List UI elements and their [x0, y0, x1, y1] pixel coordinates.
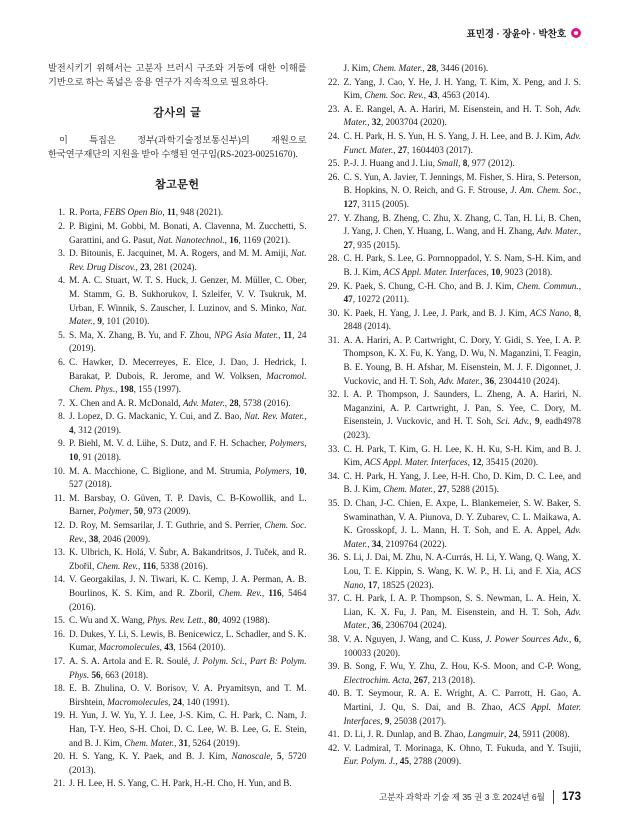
- reference-item: [48, 247, 307, 274]
- reference-text: V. Ladmiral, T. Morinaga, K. Ohno, T. Fukuda, and Y. Tsujii, Eur. Polym. J., 45, 2788 (2009).: [343, 742, 581, 767]
- reference-number: 15.: [53, 615, 65, 626]
- reference-item: [48, 465, 307, 492]
- reference-number: 9.: [58, 438, 65, 449]
- reference-text: S. Ma, X. Zhang, B. Yu, and F. Zhou, NPG Asia Mater., 11, 24 (2019).: [69, 329, 307, 354]
- reference-item: [323, 334, 582, 388]
- reference-item: [323, 728, 582, 742]
- reference-number: 12.: [53, 520, 65, 531]
- reference-text: C. H. Park, I. A. P. Thompson, S. S. Newman, L. A. Hein, X. Lian, K. X. Fu, J. Pan, M. Eisenstein, and H. T. Soh, Adv. Mater., 36, 2306704 (2024).: [343, 593, 581, 631]
- reference-item: [48, 573, 307, 614]
- reference-number: 11.: [53, 492, 65, 503]
- reference-text: J. Lopez, D. G. Mackanic, Y. Cui, and Z. Bao, Nat. Rev. Mater., 4, 312 (2019).: [69, 411, 307, 435]
- footer-divider-line: [553, 790, 554, 804]
- reference-item: [48, 397, 307, 411]
- reference-item: [48, 437, 307, 464]
- reference-item: [48, 546, 307, 573]
- reference-text: C. H. Park, H. S. Yun, H. S. Yang, J. H. Lee, and B. J. Kim, Adv. Funct. Mater., 27, 1604403 (2017).: [343, 130, 581, 155]
- reference-item: [323, 280, 582, 307]
- reference-number: 8.: [58, 411, 65, 422]
- reference-number: 40.: [328, 688, 340, 699]
- reference-text: P. Biehl, M. V. d. Lühe, S. Dutz, and F. H. Schacher, Polymers, 10, 91 (2018).: [69, 438, 307, 463]
- reference-item: [323, 551, 582, 592]
- reference-number: 6.: [58, 356, 65, 367]
- reference-item: [323, 388, 582, 442]
- reference-number: 27.: [328, 212, 340, 223]
- reference-item: [48, 614, 307, 628]
- reference-item: [323, 470, 582, 497]
- reference-text: X. Chen and A. R. McDonald, Adv. Mater., 28, 5738 (2016).: [69, 397, 291, 408]
- reference-number: 30.: [328, 307, 340, 318]
- reference-item: [48, 655, 307, 682]
- reference-item: [48, 356, 307, 397]
- reference-text: C. Hawker, D. Mecerreyes, E. Elce, J. Dao, J. Hedrick, I. Barakat, P. Dubois, R. Jerome, and W. Volksen, Macromol. Chem. Phys., 198, 155 (1997).: [69, 356, 307, 395]
- reference-item: [48, 492, 307, 519]
- reference-item: [48, 519, 307, 546]
- reference-text: K. Paek, H. Yang, J. Lee, J. Park, and B. J. Kim, ACS Nano, 8, 2848 (2014).: [343, 307, 581, 332]
- reference-number: 41.: [328, 729, 340, 740]
- reference-number: 13.: [53, 547, 65, 558]
- reference-number: 5.: [58, 329, 65, 340]
- reference-text: C. H. Park, S. Lee, G. Pornnoppadol, Y. S. Nam, S-H. Kim, and B. J. Kim, ACS Appl. Mater. Interfaces, 10, 9023 (2018).: [343, 253, 581, 277]
- reference-number: 37.: [328, 593, 340, 604]
- reference-text: Y. Zhang, B. Zheng, C. Zhu, X. Zhang, C. Tan, H. Li, B. Chen, J. Yang, J. Chen, Y. Huang, L. Wang, and H. Zhang, Adv. Mater., 27, 935 (2015).: [343, 212, 581, 250]
- reference-item: [323, 497, 582, 551]
- reference-text: B. Song, F. Wu, Y. Zhu, Z. Hou, K-S. Moon, and C-P. Wong, Electrochim. Acta, 267, 213 (2018).: [343, 661, 581, 685]
- reference-item: [323, 157, 582, 171]
- reference-item: [323, 660, 582, 687]
- reference-text: K. Ulbrich, K. Holá, V. Šubr, A. Bakandritsos, J. Tuček, and R. Zbořil, Chem. Rev., 116, 5338 (2016).: [69, 547, 307, 571]
- reference-number: 17.: [53, 655, 65, 666]
- reference-number: 29.: [328, 280, 340, 291]
- reference-item: [323, 76, 582, 103]
- reference-number: 34.: [328, 470, 340, 481]
- two-column-layout: [48, 62, 581, 791]
- reference-text: A. A. Hariri, A. P. Cartwright, C. Dory, Y. Gidi, S. Yee, I. A. P. Thompson, K. X. Fu, K. Yang, D. Wu, N. Maganzini, T. Feagin, B. E. Young, B. H. Afshar, M. Eisenstein, M. J. F. Digonnet, J. Vuckovic, and H. T. Soh, Adv. Mater., 36, 2304410 (2024).: [343, 334, 581, 386]
- page-number: 173: [561, 791, 581, 803]
- reference-item: [323, 171, 582, 212]
- reference-number: 3.: [58, 248, 65, 259]
- page-footer: [379, 790, 581, 804]
- reference-text: C. Wu and X. Wang, Phys. Rev. Lett., 80, 4092 (1988).: [69, 615, 270, 626]
- reference-text: R. Porta, FEBS Open Bio, 11, 948 (2021).: [69, 207, 224, 218]
- reference-item: [323, 62, 582, 76]
- reference-item: [323, 252, 582, 279]
- reference-number: 39.: [328, 661, 340, 672]
- reference-text: A. E. Rangel, A. A. Hariri, M. Eisenstein, and H. T. Soh, Adv. Mater., 32, 2003704 (2020).: [343, 103, 581, 128]
- reference-number: 36.: [328, 552, 340, 563]
- reference-number: 42.: [328, 742, 340, 753]
- reference-text: C. H. Park, T. Kim, G. H. Lee, K. H. Ku, S-H. Kim, and B. J. Kim, ACS Appl. Mater. Interfaces, 12, 35415 (2020).: [343, 443, 581, 468]
- header-authors: 표민경 · 장윤아 · 박찬호: [466, 29, 566, 40]
- reference-item: [48, 777, 307, 791]
- reference-text: K. Paek, S. Chung, C-H. Cho, and B. J. Kim, Chem. Commun., 47, 10272 (2011).: [343, 280, 581, 305]
- reference-item: [323, 742, 582, 769]
- reference-text: P. Bigini, M. Gobbi, M. Bonati, A. Clavenna, M. Zucchetti, S. Garattini, and G. Pasut, Nat. Nanotechnol., 16, 1169 (2021).: [69, 220, 307, 245]
- reference-text: A. S. A. Artola and E. R. Soulé, J. Polym. Sci., Part B: Polym. Phys. 56, 663 (2018).: [69, 655, 307, 680]
- reference-text: H. S. Yang, K. Y. Paek, and B. J. Kim, Nanoscale, 5, 5720 (2013).: [69, 751, 307, 775]
- acknowledgment-title: 감사의 글: [153, 107, 202, 120]
- reference-number: 7.: [58, 397, 65, 408]
- reference-item: [323, 130, 582, 157]
- reference-item: [48, 329, 307, 356]
- left-column: [48, 62, 307, 791]
- reference-item: [323, 633, 582, 660]
- reference-item: [323, 212, 582, 253]
- reference-text: E. B. Zhulina, O. V. Borisov, V. A. Pryamitsyn, and T. M. Birshtein, Macromolecules, 24, 140 (1991).: [69, 683, 307, 707]
- reference-text: V. A. Nguyen, J. Wang, and C. Kuss, J. Power Sources Adv., 6, 100033 (2020).: [343, 633, 582, 658]
- reference-number: [323, 62, 340, 76]
- reference-item: [48, 410, 307, 437]
- reference-number: 24.: [328, 130, 340, 141]
- reference-number: 19.: [53, 710, 65, 721]
- reference-text: D. Chan, J-C. Chien, E. Axpe, L. Blankemeier, S. W. Baker, S. Swaminathan, V. A. Piunova, D. Y. Zubarev, C. L. Maikawa, A. K. Grosskopf, J. L. Mann, H. T. Soh, and E. A. Appel, Adv. Mater., 34, 2109764 (2022).: [343, 498, 581, 549]
- references-title: 참고문헌: [154, 179, 200, 192]
- page-header: [48, 26, 581, 40]
- reference-item: [48, 709, 307, 750]
- reference-text: M. A. Macchione, C. Biglione, and M. Strumia, Polymers, 10, 527 (2018).: [69, 465, 307, 490]
- reference-number: 4.: [58, 275, 65, 286]
- reference-number: 35.: [328, 498, 340, 508]
- reference-text: M. Barsbay, O. Güven, T. P. Davis, C. B-Kowollik, and L. Barner, Polymer, 50, 973 (2009).: [69, 492, 307, 517]
- reference-text: B. T. Seymour, R. A. E. Wright, A. C. Parrott, H. Gao, A. Martini, J. Qu, S. Dai, and B. Zhao, ACS Appl. Mater. Interfaces, 9, 25038 (2017).: [343, 688, 581, 726]
- reference-number: 2.: [58, 220, 65, 231]
- right-column: [323, 62, 582, 791]
- reference-item: [323, 307, 582, 334]
- reference-number: 32.: [328, 389, 340, 400]
- reference-number: 18.: [53, 683, 65, 694]
- reference-item: [48, 220, 307, 247]
- reference-text: D. Roy, M. Semsarilar, J. T. Guthrie, and S. Perrier, Chem. Soc. Rev., 38, 2046 (2009).: [69, 520, 307, 544]
- reference-text: J. Kim, Chem. Mater., 28, 3446 (2016).: [343, 63, 489, 73]
- reference-number: 33.: [328, 443, 340, 454]
- reference-text: M. A. C. Stuart, W. T. S. Huck, J. Genzer, M. Müller, C. Ober, M. Stamm, G. B. Sukhorukov, I. Szleifer, V. V. Tsukruk, M. Urban, F. Winnik, S. Zauscher, I. Luzinov, and S. Minko, Nat. Mater., 9, 101 (2010).: [69, 275, 307, 327]
- intro-paragraph: 발전시키기 위해서는 고분자 브러시 구조와 거동에 대한 이해를 기반으로 하는 폭넓은 응용 연구가 지속적으로 필요하다.: [48, 63, 307, 87]
- reference-item: [323, 687, 582, 728]
- reference-text: C. H. Park, H. Yang, J. Lee, H-H. Cho, D. Kim, D. C. Lee, and B. J. Kim, Chem. Mater., 27, 5288 (2015).: [343, 470, 581, 495]
- reference-text: C. S. Yun, A. Javier, T. Jennings, M. Fisher, S. Hira, S. Peterson, B. Hopkins, N. O. Reich, and G. F. Strouse, J. Am. Chem. Soc., 127, 3115 (2005).: [343, 171, 581, 209]
- reference-text: D. Bitounis, E. Jacquinet, M. A. Rogers, and M. M. Amiji, Nat. Rev. Drug Discov., 23, 281 (2024).: [69, 248, 307, 272]
- reference-text: Z. Yang, J. Cao, Y. He, J. H. Yang, T. Kim, X. Peng, and J. S. Kim, Chem. Soc. Rev., 43, 4563 (2014).: [343, 76, 581, 101]
- reference-item: [48, 682, 307, 709]
- reference-text: D. Li, J. R. Dunlap, and B. Zhao, Langmuir, 24, 5911 (2008).: [343, 729, 570, 740]
- reference-number: 21.: [53, 778, 65, 789]
- references-list-left: [48, 206, 307, 791]
- reference-number: 28.: [328, 253, 340, 264]
- reference-number: 14.: [53, 574, 65, 585]
- reference-item: [48, 206, 307, 220]
- reference-number: 23.: [328, 103, 340, 114]
- reference-number: 16.: [53, 628, 65, 639]
- reference-text: I. A. P. Thompson, J. Saunders, L. Zheng, A. A. Hariri, N. Maganzini, A. P. Cartwright, J. Pan, S. Yee, C. Dory, M. Eisenstein, J. Vuckovic, and H. T. Soh, Sci. Adv., 9, eadh4978 (2023).: [343, 389, 582, 441]
- reference-number: 22.: [328, 76, 340, 87]
- reference-number: 20.: [53, 751, 65, 762]
- references-list-right: [323, 62, 582, 769]
- reference-text: D. Dukes, Y. Li, S. Lewis, B. Benicewicz, L. Schadler, and S. K. Kumar, Macromolecules, 43, 1564 (2010).: [69, 628, 307, 653]
- reference-number: 10.: [53, 465, 65, 476]
- reference-item: [48, 274, 307, 328]
- reference-text: H. Yun, J. W. Yu, Y. J. Lee, J-S. Kim, C. H. Park, C. Nam, J. Han, T-Y. Heo, S-H. Choi, D. C. Lee, W. B. Lee, G. E. Stein, and B. J. Kim, Chem. Mater., 31, 5264 (2019).: [69, 710, 307, 748]
- reference-item: [323, 592, 582, 633]
- reference-item: [48, 628, 307, 655]
- reference-text: P.-J. J. Huang and J. Liu, Small, 8, 977 (2012).: [343, 158, 515, 169]
- reference-text: V. Georgakilas, J. N. Tiwari, K. C. Kemp, J. A. Perman, A. B. Bourlinos, K. S. Kim, and R. Zboril, Chem. Rev., 116, 5464 (2016).: [69, 574, 307, 612]
- reference-item: [323, 443, 582, 470]
- reference-text: S. Li, J. Dai, M. Zhu, N. A-Currás, H. Li, Y. Wang, Q. Wang, X. Lou, T. E. Kippin, S. Wang, K. W. P., H. Li, and F. Xia, ACS Nano, 17, 18525 (2023).: [343, 552, 581, 590]
- reference-number: 38.: [328, 633, 340, 644]
- reference-number: 25.: [328, 158, 340, 169]
- acknowledgment-paragraph: 이 특집은 정부(과학기술정보통신부)의 재원으로 한국연구재단의 지원을 받아 수행된 연구임(RS-2023-00251670).: [48, 135, 307, 159]
- reference-number: 1.: [58, 207, 65, 218]
- reference-number: 31.: [328, 334, 340, 345]
- reference-text: J. H. Lee, H. S. Yang, C. H. Park, H.-H. Cho, H. Yun, and B.: [69, 778, 292, 789]
- reference-item: [48, 750, 307, 777]
- journal-info: 고분자 과학과 기술 제 35 권 3 호 2024년 6월: [378, 792, 545, 802]
- reference-item: [323, 103, 582, 130]
- author-ring-icon: [571, 28, 581, 38]
- reference-number: 26.: [328, 171, 340, 182]
